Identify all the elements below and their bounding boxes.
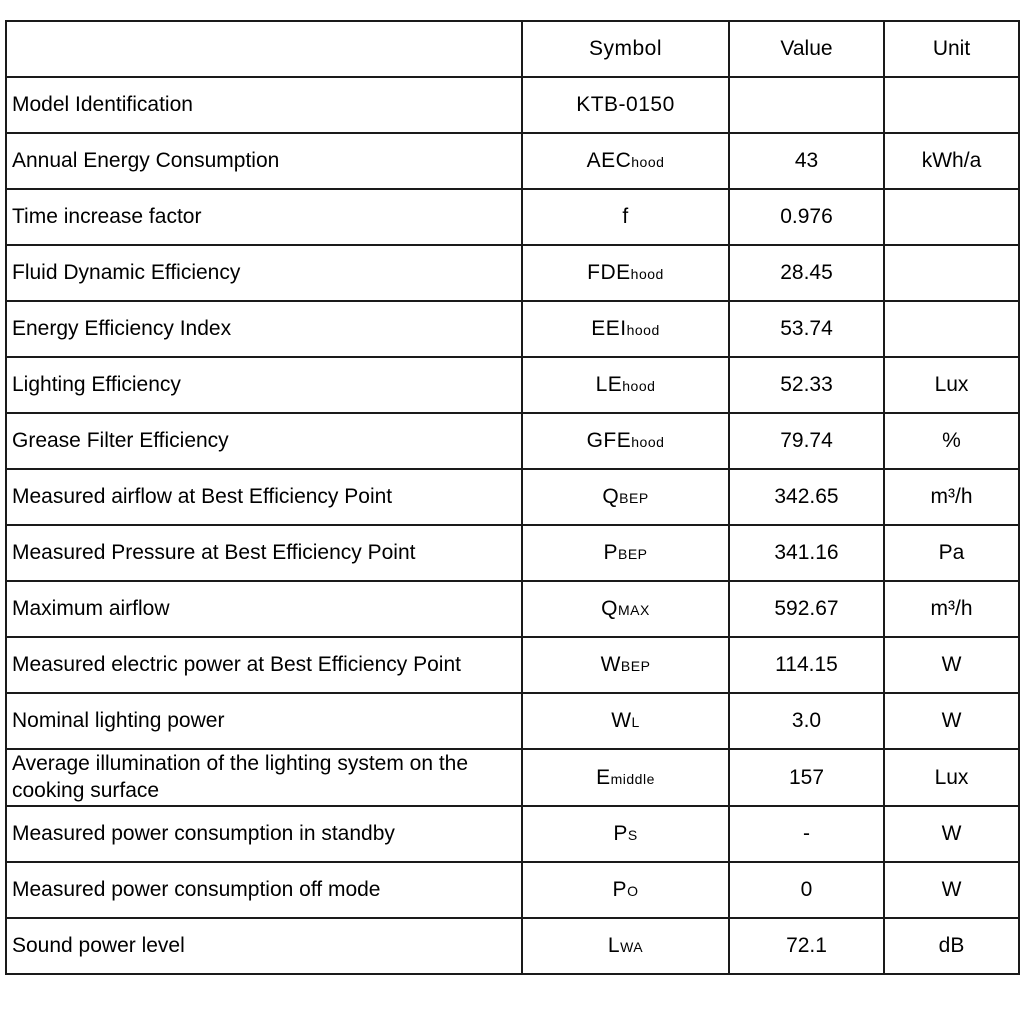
row-description: Measured electric power at Best Efficiency Point — [6, 637, 522, 693]
table-row — [6, 637, 1019, 693]
table-row — [6, 862, 1019, 918]
row-symbol-subscript: WA — [620, 938, 644, 955]
table-row — [6, 357, 1019, 413]
row-unit: Pa — [884, 525, 1019, 581]
row-description: Measured Pressure at Best Efficiency Point — [6, 525, 522, 581]
table-row — [6, 918, 1019, 974]
row-value: 0.976 — [729, 189, 884, 245]
row-description: Measured power consumption in standby — [6, 806, 522, 862]
row-description: Average illumination of the lighting system on the cooking surface — [6, 749, 522, 806]
row-unit — [884, 245, 1019, 301]
header-description — [6, 21, 522, 77]
row-unit: Lux — [884, 357, 1019, 413]
row-symbol-main: Q — [601, 597, 618, 621]
row-value: 114.15 — [729, 637, 884, 693]
row-symbol — [522, 413, 729, 469]
header-value: Value — [729, 21, 884, 77]
table-row — [6, 413, 1019, 469]
row-value: 341.16 — [729, 525, 884, 581]
row-description: Grease Filter Efficiency — [6, 413, 522, 469]
row-description: Sound power level — [6, 918, 522, 974]
row-symbol-main: KTB-0150 — [576, 93, 675, 117]
row-symbol — [522, 301, 729, 357]
row-unit: % — [884, 413, 1019, 469]
row-symbol-main: GFE — [586, 429, 632, 453]
row-value: 43 — [729, 133, 884, 189]
row-symbol — [522, 862, 729, 918]
row-symbol — [522, 245, 729, 301]
table-row — [6, 749, 1019, 806]
row-symbol-subscript: hood — [626, 322, 660, 339]
row-symbol — [522, 469, 729, 525]
row-symbol — [522, 189, 729, 245]
table-row — [6, 133, 1019, 189]
row-symbol-subscript: middle — [610, 770, 655, 787]
row-symbol-main: P — [603, 541, 618, 565]
row-symbol-subscript: O — [627, 882, 639, 899]
table-row — [6, 189, 1019, 245]
row-symbol — [522, 693, 729, 749]
row-symbol-subscript: BEP — [619, 490, 649, 507]
row-symbol-main: P — [613, 821, 628, 845]
row-value: 72.1 — [729, 918, 884, 974]
row-symbol-subscript: MAX — [618, 602, 650, 619]
row-unit: dB — [884, 918, 1019, 974]
table-row — [6, 581, 1019, 637]
row-unit — [884, 77, 1019, 133]
table-header-row — [6, 21, 1019, 77]
specification-table — [5, 20, 1020, 975]
row-symbol-main: E — [596, 765, 611, 789]
row-unit — [884, 301, 1019, 357]
row-symbol — [522, 77, 729, 133]
row-value: 157 — [729, 749, 884, 806]
row-unit: W — [884, 806, 1019, 862]
row-description: Fluid Dynamic Efficiency — [6, 245, 522, 301]
row-unit: kWh/a — [884, 133, 1019, 189]
row-symbol-subscript: hood — [622, 378, 656, 395]
row-description: Nominal lighting power — [6, 693, 522, 749]
row-symbol — [522, 918, 729, 974]
row-description: Lighting Efficiency — [6, 357, 522, 413]
row-description: Measured airflow at Best Efficiency Point — [6, 469, 522, 525]
row-value: 79.74 — [729, 413, 884, 469]
row-description: Annual Energy Consumption — [6, 133, 522, 189]
row-unit: W — [884, 862, 1019, 918]
table-row — [6, 525, 1019, 581]
row-symbol — [522, 749, 729, 806]
row-unit: m³/h — [884, 581, 1019, 637]
row-unit: Lux — [884, 749, 1019, 806]
table-row — [6, 469, 1019, 525]
table-row — [6, 693, 1019, 749]
row-value: 342.65 — [729, 469, 884, 525]
row-symbol-subscript: S — [627, 826, 638, 843]
row-symbol-subscript: BEP — [618, 546, 648, 563]
row-symbol-subscript: L — [631, 714, 640, 731]
row-symbol-subscript: hood — [631, 154, 665, 171]
row-description: Time increase factor — [6, 189, 522, 245]
row-unit: W — [884, 693, 1019, 749]
row-description: Measured power consumption off mode — [6, 862, 522, 918]
table-row — [6, 806, 1019, 862]
row-symbol — [522, 133, 729, 189]
row-symbol-main: W — [611, 709, 632, 733]
header-symbol: Symbol — [522, 21, 729, 77]
table-row — [6, 301, 1019, 357]
row-value: - — [729, 806, 884, 862]
row-value: 52.33 — [729, 357, 884, 413]
table-row — [6, 77, 1019, 133]
row-description: Maximum airflow — [6, 581, 522, 637]
row-value: 0 — [729, 862, 884, 918]
row-symbol — [522, 637, 729, 693]
row-symbol-subscript: hood — [631, 434, 665, 451]
row-symbol-main: AEC — [586, 149, 632, 173]
row-symbol-main: f — [622, 205, 629, 229]
row-symbol-main: L — [607, 933, 621, 957]
row-symbol-main: Q — [602, 485, 620, 509]
table-row — [6, 245, 1019, 301]
row-symbol — [522, 581, 729, 637]
row-value: 3.0 — [729, 693, 884, 749]
row-symbol-main: EEI — [591, 317, 627, 341]
row-symbol-main: W — [600, 653, 621, 677]
row-symbol-subscript: hood — [630, 266, 664, 283]
row-symbol — [522, 525, 729, 581]
row-value — [729, 77, 884, 133]
row-unit: m³/h — [884, 469, 1019, 525]
row-symbol-main: LE — [595, 373, 623, 397]
row-value: 592.67 — [729, 581, 884, 637]
specification-table-body — [6, 21, 1019, 974]
row-unit: W — [884, 637, 1019, 693]
row-symbol-subscript: BEP — [620, 658, 651, 675]
row-symbol — [522, 357, 729, 413]
row-unit — [884, 189, 1019, 245]
row-symbol — [522, 806, 729, 862]
row-symbol-main: P — [612, 877, 628, 901]
row-value: 28.45 — [729, 245, 884, 301]
row-description: Energy Efficiency Index — [6, 301, 522, 357]
row-symbol-main: FDE — [587, 261, 631, 285]
row-description: Model Identification — [6, 77, 522, 133]
header-unit: Unit — [884, 21, 1019, 77]
row-value: 53.74 — [729, 301, 884, 357]
